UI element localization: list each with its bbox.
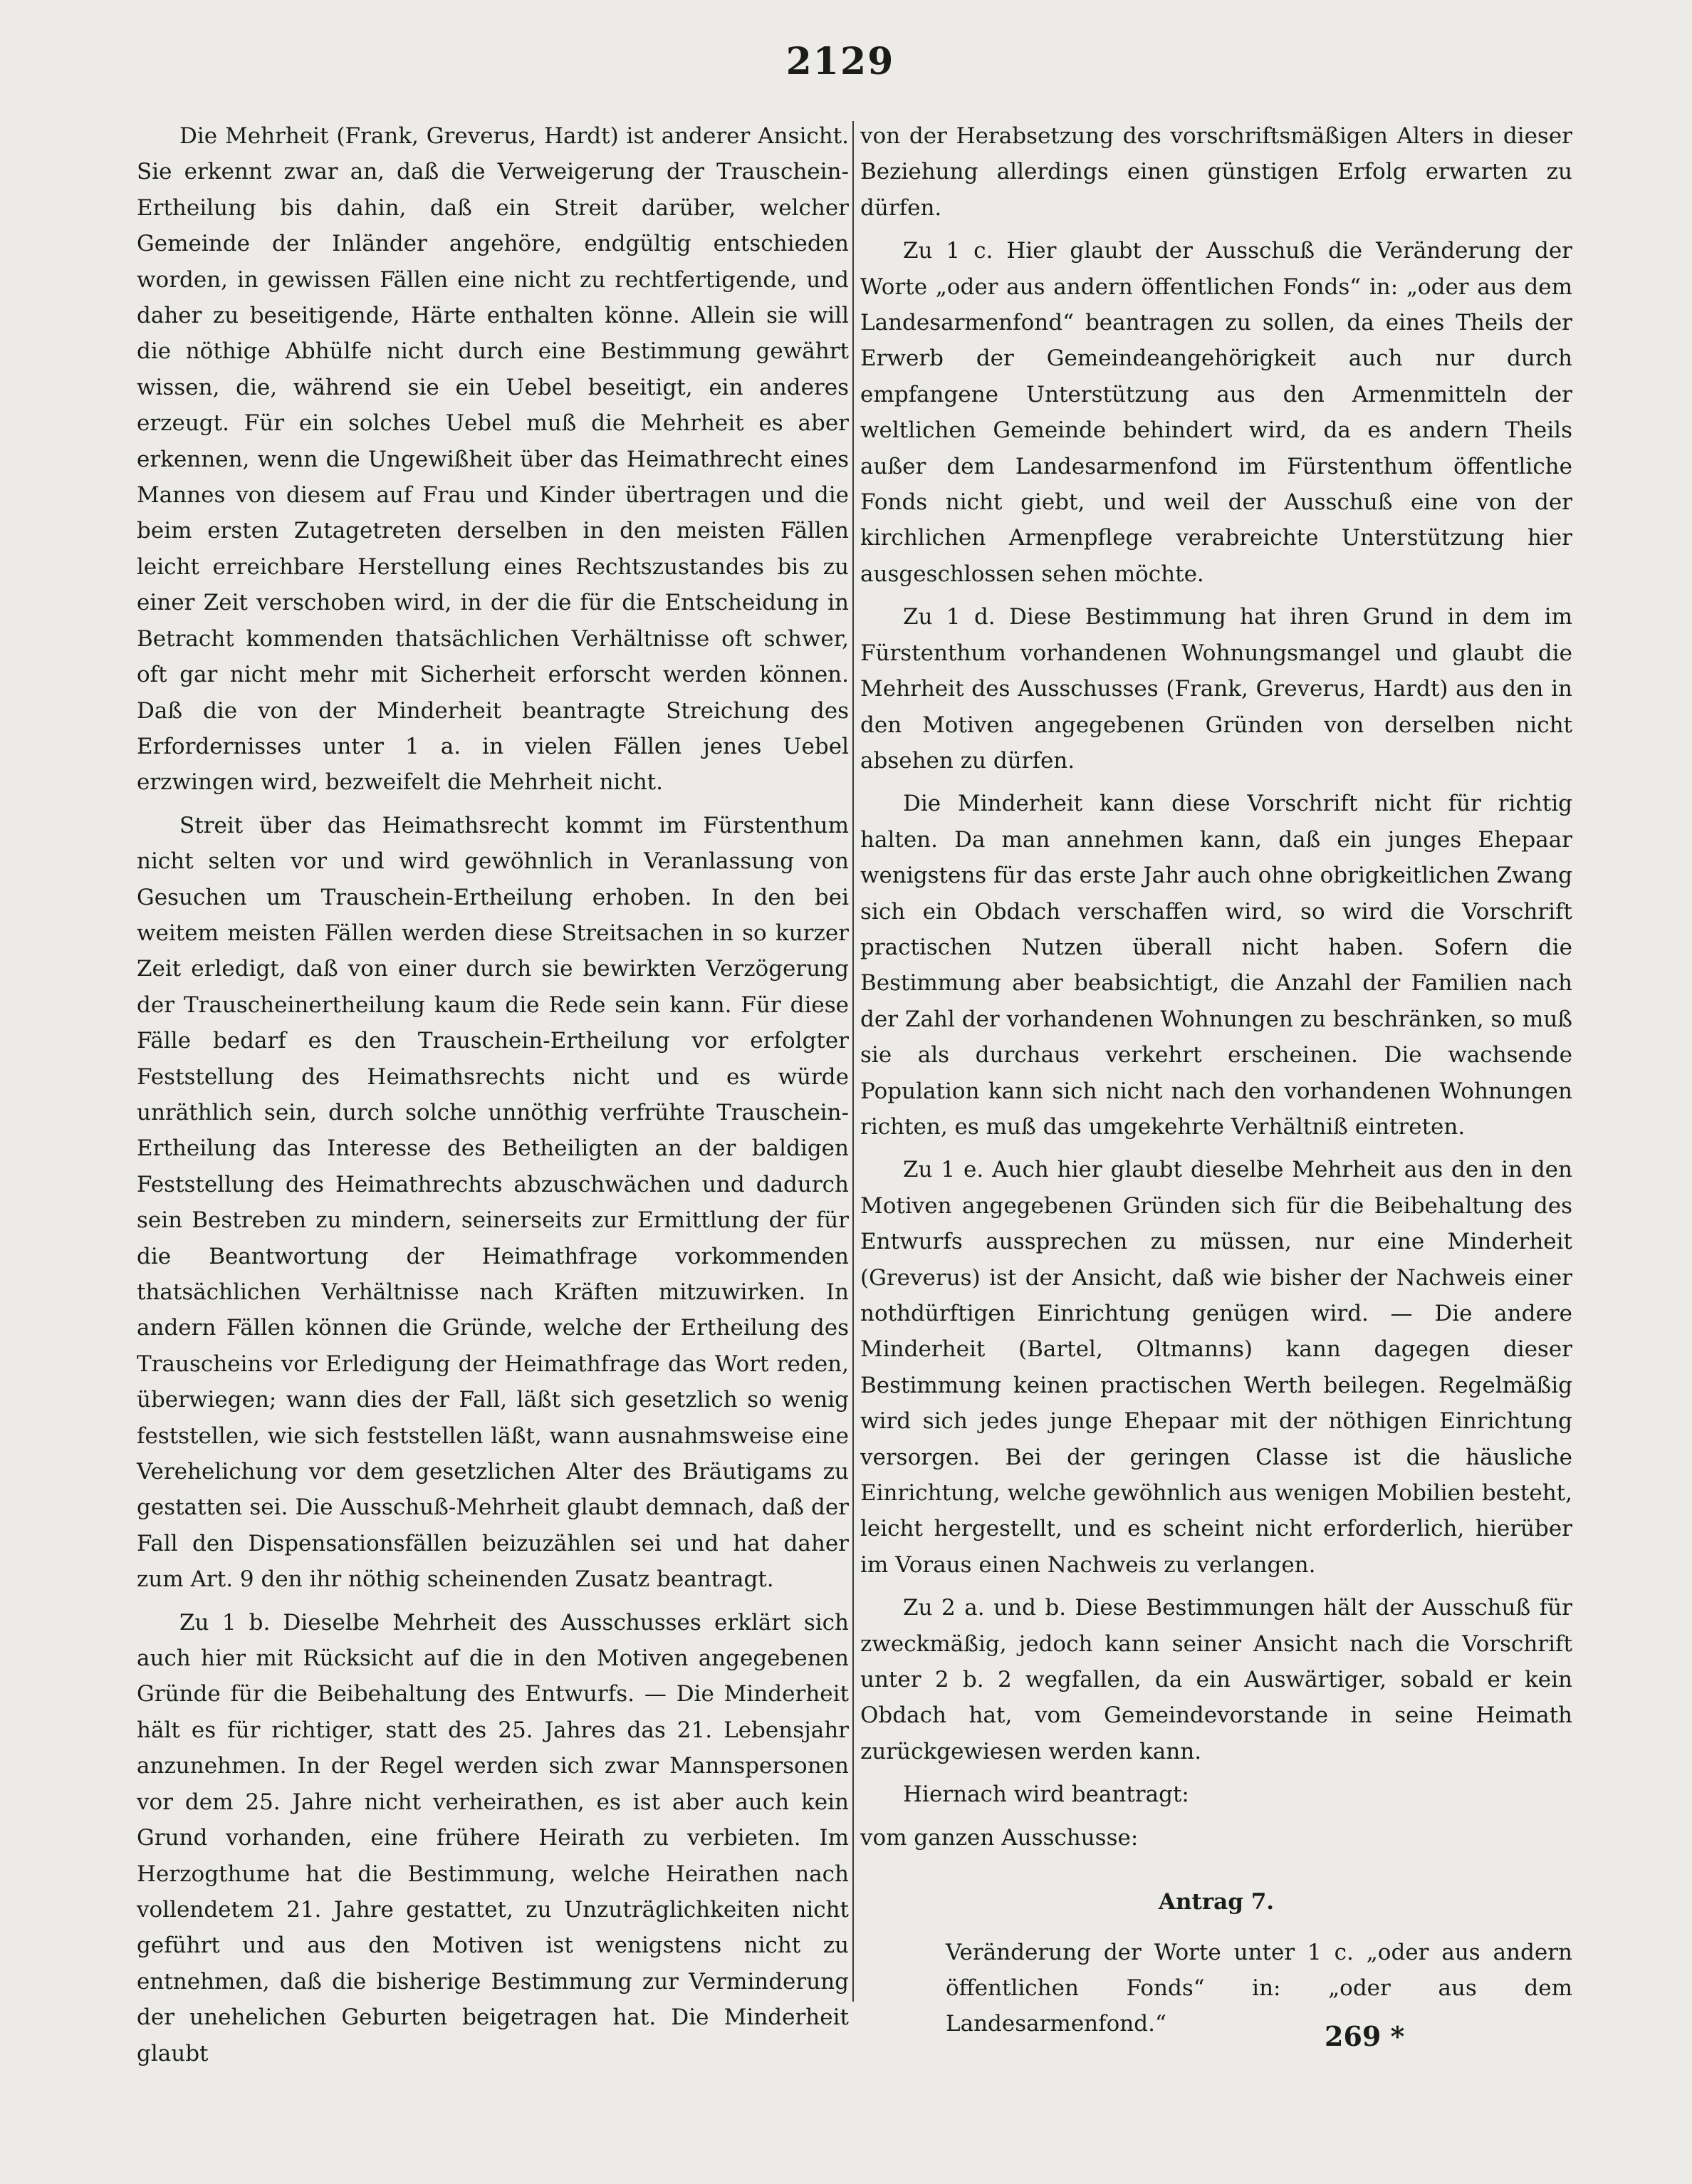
paragraph: Zu 1 b. Dieselbe Mehrheit des Ausschusses erklärt sich auch hier mit Rücksicht auf die in den Motiven angegebenen Gründe für die Beibehaltung des Entwurfs. — Die Minderheit hält es für richtiger, statt des 25. Jahres das 21. Lebensjahr anzunehmen. In der Regel werden sich zwar Mannspersonen vor dem 25. Jahre nicht verheirathen, es ist aber auch kein Grund vorhanden, eine frühere Heirath zu verbieten. Im Herzogthume hat die Bestimmung, welche Heirathen nach vollendetem 21. Jahre gestattet, zu Unzuträglichkeiten nicht geführt und aus den Motiven ist wenigstens nicht zu entnehmen, daß die bisherige Bestimmung zur Verminderung der unehelichen Geburten beigetragen hat. Die Minderheit glaubt xyxy=(137,1609,849,2066)
paragraph: vom ganzen Ausschusse: xyxy=(860,1824,1139,1851)
paragraph: Die Minderheit kann diese Vorschrift nicht für richtig halten. Da man annehmen kann, daß ein junges Ehepaar wenigstens für das erste Jahr auch ohne obrigkeitlichen Zwang sich ein Obdach verschaffen wird, so wird die Vorschrift practischen Nutzen überall nicht haben. Sofern die Bestimmung aber beabsichtigt, die Anzahl der Familien nach der Zahl der vorhandenen Wohnungen zu beschränken, so muß sie als durchaus verkehrt erscheinen. Die wachsende Population kann sich nicht nach den vorhandenen Wohnungen richten, es muß das umgekehrte Verhältniß eintreten. xyxy=(860,791,1572,1140)
column-divider xyxy=(852,121,854,2002)
paragraph: Zu 1 e. Auch hier glaubt dieselbe Mehrheit aus den in den Motiven angegebenen Gründen sich für die Beibehaltung des Entwurfs aussprechen zu müssen, nur eine Minderheit (Greverus) ist der Ansicht, daß wie bisher der Nachweis einer nothdürftigen Einrichtung genügen wird. — Die andere Minderheit (Bartel, Oltmanns) kann dagegen dieser Bestimmung keinen practischen Werth beilegen. Regelmäßig wird sich jedes junge Ehepaar mit der nöthigen Einrichtung versorgen. Bei der geringen Classe ist die häusliche Einrichtung, welche gewöhnlich aus wenigen Mobilien besteht, leicht hergestellt, und es scheint nicht erforderlich, hierüber im Voraus einen Nachweis zu verlangen. xyxy=(860,1157,1572,1578)
antrag-heading: Antrag 7. xyxy=(1158,1889,1275,1915)
paragraph: Die Mehrheit (Frank, Greverus, Hardt) ist anderer Ansicht. Sie erkennt zwar an, daß die Verweigerung der Trauschein-Ertheilung bis dahin, daß ein Streit darüber, welcher Gemeinde der Inländer angehöre, endgültig entschieden worden, in gewissen Fällen eine nicht zu rechtfertigende, und daher zu beseitigende, Härte enthalten könne. Allein sie will die nöthige Abhülfe nicht durch eine Bestimmung gewährt wissen, die, während sie ein Uebel beseitigt, ein anderes erzeugt. Für ein solches Uebel muß die Mehrheit es aber erkennen, wenn die Ungewißheit über das Heimathrecht eines Mannes von diesem auf Frau und Kinder übertragen und die beim ersten Zutagetreten derselben in den meisten Fällen leicht erreichbare Herstellung eines Rechtszustandes bis zu einer Zeit verschoben wird, in der die für die Entscheidung in Betracht kommenden thatsächlichen Verhältnisse oft schwer, oft gar nicht mehr mit Sicherheit erforscht werden können. Daß die von der Minderheit beantragte Streichung des Erfordernisses unter 1 a. in vielen Fällen jenes Uebel erzwingen wird, bezweifelt die Mehrheit nicht. xyxy=(137,123,849,796)
paragraph: Hiernach wird beantragt: xyxy=(903,1782,1189,1808)
right-column xyxy=(860,118,1572,2049)
paragraph: Zu 1 c. Hier glaubt der Ausschuß die Veränderung der Worte „oder aus andern öffentlichen Fonds“ in: „oder aus dem Landesarmenfond“ beantragen zu sollen, da eines Theils der Erwerb der Gemeindeangehörigkeit auch nur durch empfangene Unterstützung aus den Armenmitteln der weltlichen Gemeinde behindert wird, da es andern Theils außer dem Landesarmenfond im Fürstenthum öffentliche Fonds nicht giebt, und weil der Ausschuß eine von der kirchlichen Armenpflege verabreichte Unterstützung hier ausgeschlossen sehen möchte. xyxy=(860,238,1572,587)
signature-mark: 269 * xyxy=(1325,2020,1405,2052)
paragraph: Zu 2 a. und b. Diese Bestimmungen hält der Ausschuß für zweckmäßig, jedoch kann seiner Ansicht nach die Vorschrift unter 2 b. 2 wegfallen, da ein Auswärtiger, sobald er kein Obdach hat, vom Gemeindevorstande in seine Heimath zurückgewiesen werden kann. xyxy=(860,1595,1572,1764)
left-column xyxy=(137,118,849,2079)
paragraph: Zu 1 d. Diese Bestimmung hat ihren Grund in dem im Fürstenthum vorhandenen Wohnungsmangel und glaubt die Mehrheit des Ausschusses (Frank, Greverus, Hardt) aus den in den Motiven angegebenen Gründen von derselben nicht absehen zu dürfen. xyxy=(860,604,1572,774)
page-number: 2129 xyxy=(785,40,895,83)
paragraph: Streit über das Heimathsrecht kommt im Fürstenthum nicht selten vor und wird gewöhnlich in Veranlassung von Gesuchen um Trauschein-Ertheilung erhoben. In den bei weitem meisten Fällen werden diese Streitsachen in so kurzer Zeit erledigt, daß von einer durch sie bewirkten Verzögerung der Trauscheinertheilung kaum die Rede sein kann. Für diese Fälle bedarf es den Trauschein-Ertheilung vor erfolgter Feststellung des Heimathsrechts nicht und es würde unräthlich sein, durch solche unnöthig verfrühte Trauschein-Ertheilung das Interesse des Betheiligten an der baldigen Feststellung des Heimathrechts abzuschwächen und dadurch sein Bestreben zu mindern, seinerseits zur Ermittlung der für die Beantwortung der Heimathfrage vorkommenden thatsächlichen Verhältnisse nach Kräften mitzuwirken. In andern Fällen können die Gründe, welche der Ertheilung des Trauscheins vor Erledigung der Heimathfrage das Wort reden, überwiegen; wann dies der Fall, läßt sich gesetzlich so wenig feststellen, wie sich feststellen läßt, wann ausnahmsweise eine Verehelichung vor dem gesetzlichen Alter des Bräutigams zu gestatten sei. Die Ausschuß-Mehrheit glaubt demnach, daß der Fall den Dispensationsfällen beizuzählen sei und hat daher zum Art. 9 den ihr nöthig scheinenden Zusatz beantragt. xyxy=(137,812,849,1593)
paragraph: von der Herabsetzung des vorschriftsmäßigen Alters in dieser Beziehung allerdings einen günstigen Erfolg erwarten zu dürfen. xyxy=(860,123,1572,221)
antrag-text: Veränderung der Worte unter 1 c. „oder aus andern öffentlichen Fonds“ in: „oder aus dem Landesarmenfond.“ xyxy=(946,1939,1572,2037)
